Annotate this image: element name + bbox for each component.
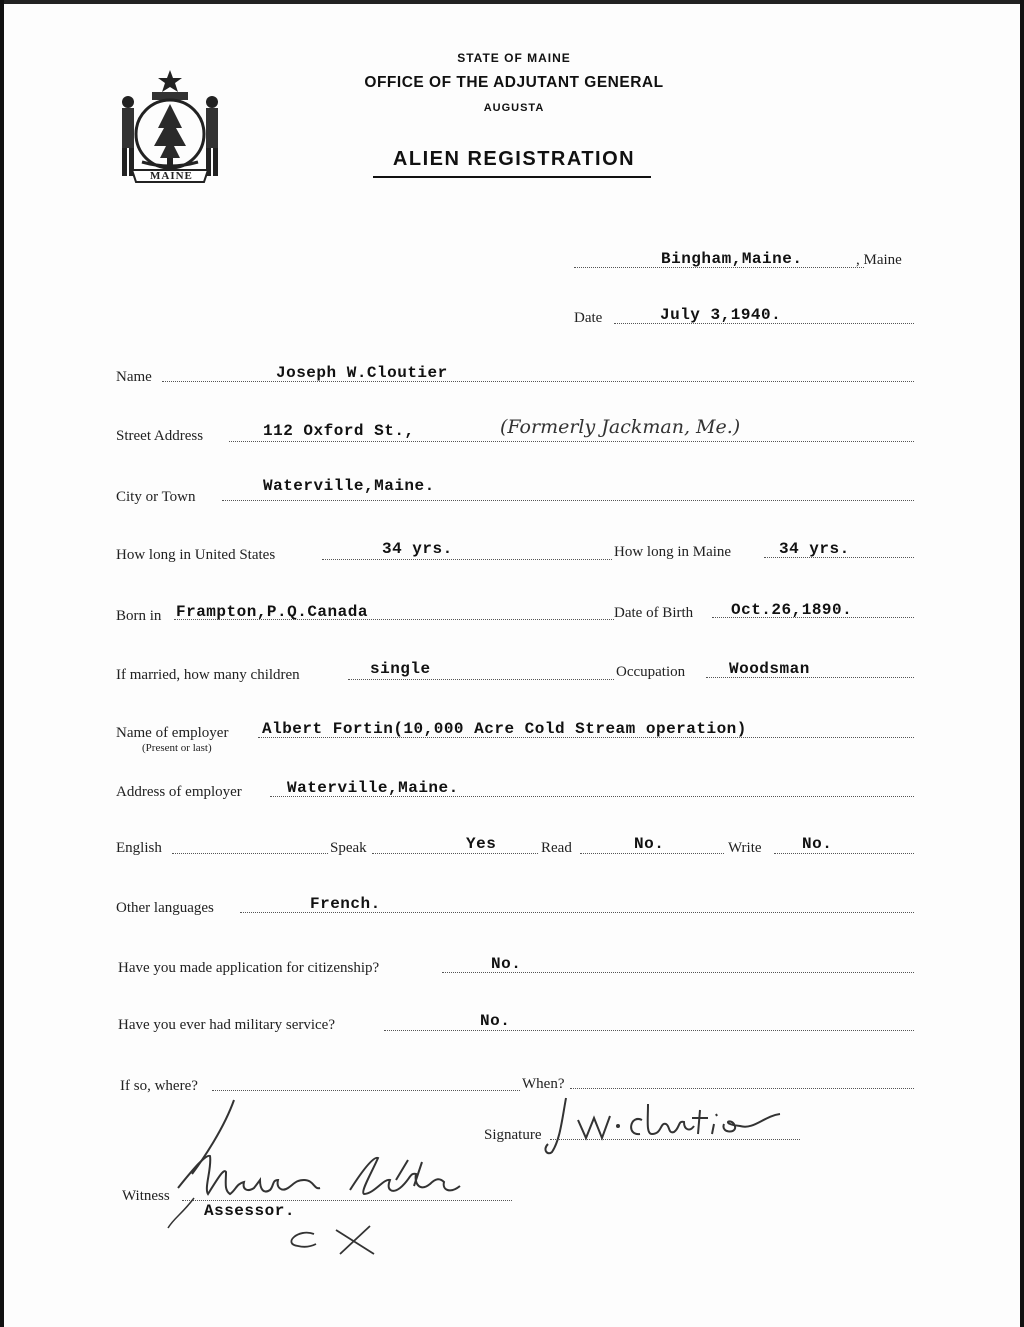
street-value: 112 Oxford St.,	[263, 422, 415, 440]
occupation-label: Occupation	[616, 664, 686, 680]
write-line	[774, 853, 914, 854]
street-line	[229, 441, 914, 442]
name-label: Name	[116, 369, 152, 385]
name-value: Joseph W.Cloutier	[276, 364, 448, 382]
emp-addr-value: Waterville,Maine.	[287, 779, 459, 797]
place-suffix: , Maine	[856, 252, 902, 268]
speak-label: Speak	[330, 840, 367, 856]
us-value: 34 yrs.	[382, 540, 453, 558]
employer-value: Albert Fortin(10,000 Acre Cold Stream operation)	[262, 720, 747, 738]
where-label: If so, where?	[120, 1078, 198, 1094]
header-office: OFFICE OF THE ADJUTANT GENERAL	[364, 74, 664, 91]
english-label: English	[116, 840, 162, 856]
maine-label: How long in Maine	[614, 544, 732, 560]
other-lang-value: French.	[310, 895, 381, 913]
read-line	[580, 853, 724, 854]
seal-text: MAINE	[150, 170, 193, 182]
title-underline	[373, 176, 651, 178]
street-note: (Formerly Jackman, Me.)	[500, 416, 741, 438]
witness-label: Witness	[122, 1188, 170, 1204]
employer-label: Name of employer	[116, 725, 229, 741]
date-value: July 3,1940.	[660, 306, 782, 324]
where-line	[212, 1090, 520, 1091]
assessor-value: Assessor.	[204, 1202, 295, 1220]
when-line	[570, 1088, 914, 1089]
dob-label: Date of Birth	[614, 605, 694, 621]
signature-label: Signature	[484, 1127, 542, 1143]
header-city: AUGUSTA	[483, 102, 545, 114]
city-label: City or Town	[116, 489, 196, 505]
military-value: No.	[480, 1012, 511, 1030]
born-label: Born in	[116, 608, 162, 624]
occupation-value: Woodsman	[729, 660, 810, 678]
us-label: How long in United States	[116, 547, 276, 563]
military-label: Have you ever had military service?	[118, 1017, 335, 1033]
top-border	[4, 0, 1020, 4]
city-line	[222, 500, 914, 501]
witness-signature	[164, 1098, 504, 1258]
children-line	[348, 679, 614, 680]
dob-value: Oct.26,1890.	[731, 601, 853, 619]
speak-line	[372, 853, 538, 854]
name-line	[162, 381, 914, 382]
other-lang-label: Other languages	[116, 900, 214, 916]
us-line	[322, 559, 612, 560]
read-label: Read	[541, 840, 572, 856]
when-label: When?	[522, 1076, 565, 1092]
form-title: ALIEN REGISTRATION	[392, 148, 636, 170]
street-label: Street Address	[116, 428, 204, 444]
read-value: No.	[634, 835, 665, 853]
speak-value: Yes	[466, 835, 497, 853]
applicant-signature	[544, 1090, 814, 1160]
city-value: Waterville,Maine.	[263, 477, 435, 495]
citizenship-value: No.	[491, 955, 522, 973]
english-line	[172, 853, 328, 854]
military-line	[384, 1030, 914, 1031]
children-label: If married, how many children	[116, 667, 300, 683]
write-value: No.	[802, 835, 833, 853]
emp-addr-label: Address of employer	[116, 784, 242, 800]
write-label: Write	[728, 840, 762, 856]
born-value: Frampton,P.Q.Canada	[176, 603, 368, 621]
citizenship-label: Have you made application for citizenship?	[118, 960, 380, 976]
children-value: single	[370, 660, 431, 678]
header-state: STATE OF MAINE	[457, 51, 571, 65]
place-value: Bingham,Maine.	[661, 250, 803, 268]
employer-sublabel: (Present or last)	[142, 742, 212, 754]
maine-value: 34 yrs.	[779, 540, 850, 558]
date-label: Date	[574, 310, 603, 326]
